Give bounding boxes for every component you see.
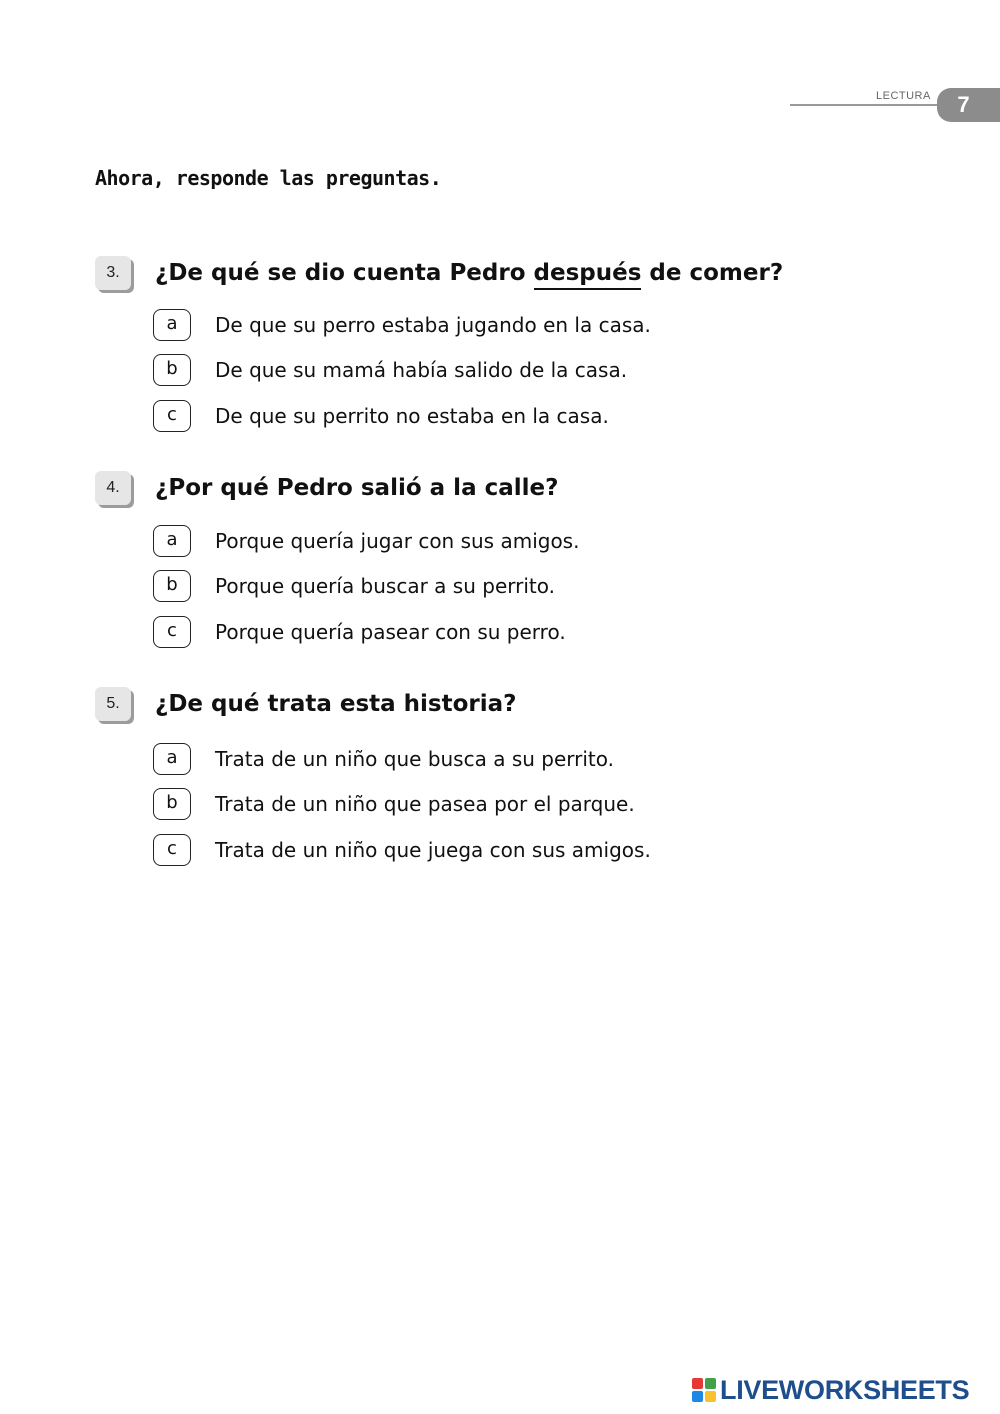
page-number-tab: 7 <box>937 88 1000 122</box>
option-text: Porque quería buscar a su perrito. <box>215 574 555 598</box>
question-text-end: de comer? <box>641 260 784 286</box>
option-text: Porque quería jugar con sus amigos. <box>215 529 580 553</box>
question-text: ¿Por qué Pedro salió a la calle? <box>155 475 559 501</box>
option-checkbox[interactable]: a <box>153 743 191 775</box>
option-text: Porque quería pasear con su perro. <box>215 620 566 644</box>
brand-text: LIVEWORKSHEETS <box>720 1374 970 1405</box>
liveworksheets-logo-icon <box>692 1378 716 1402</box>
option-text: De que su perrito no estaba en la casa. <box>215 404 609 428</box>
option-text: Trata de un niño que pasea por el parque. <box>215 792 635 816</box>
underlined-word: después <box>534 258 642 290</box>
question-text-start: ¿De qué se dio cuenta Pedro <box>155 260 534 286</box>
instruction-text: Ahora, responde las preguntas. <box>95 166 442 190</box>
option-checkbox[interactable]: b <box>153 788 191 820</box>
logo-square-icon <box>692 1378 703 1389</box>
footer-watermark <box>692 1374 969 1406</box>
logo-square-icon <box>705 1378 716 1389</box>
question-text: ¿De qué trata esta historia? <box>155 691 517 717</box>
option-checkbox[interactable]: c <box>153 834 191 866</box>
logo-square-icon <box>705 1391 716 1402</box>
option-text: De que su perro estaba jugando en la casa. <box>215 313 651 337</box>
question-number: 5. <box>95 687 131 721</box>
header-rule <box>790 104 950 106</box>
section-label: LECTURA <box>876 90 931 102</box>
question-text <box>155 256 783 290</box>
option-checkbox[interactable]: c <box>153 616 191 648</box>
option-text: Trata de un niño que busca a su perrito. <box>215 747 615 771</box>
option-checkbox[interactable]: b <box>153 570 191 602</box>
option-checkbox[interactable]: a <box>153 525 191 557</box>
logo-square-icon <box>692 1391 703 1402</box>
option-text: Trata de un niño que juega con sus amigos. <box>215 838 651 862</box>
option-text: De que su mamá había salido de la casa. <box>215 358 628 382</box>
option-checkbox[interactable]: b <box>153 354 191 386</box>
question-number: 4. <box>95 471 131 505</box>
option-checkbox[interactable]: c <box>153 400 191 432</box>
question-number: 3. <box>95 256 131 290</box>
option-checkbox[interactable]: a <box>153 309 191 341</box>
